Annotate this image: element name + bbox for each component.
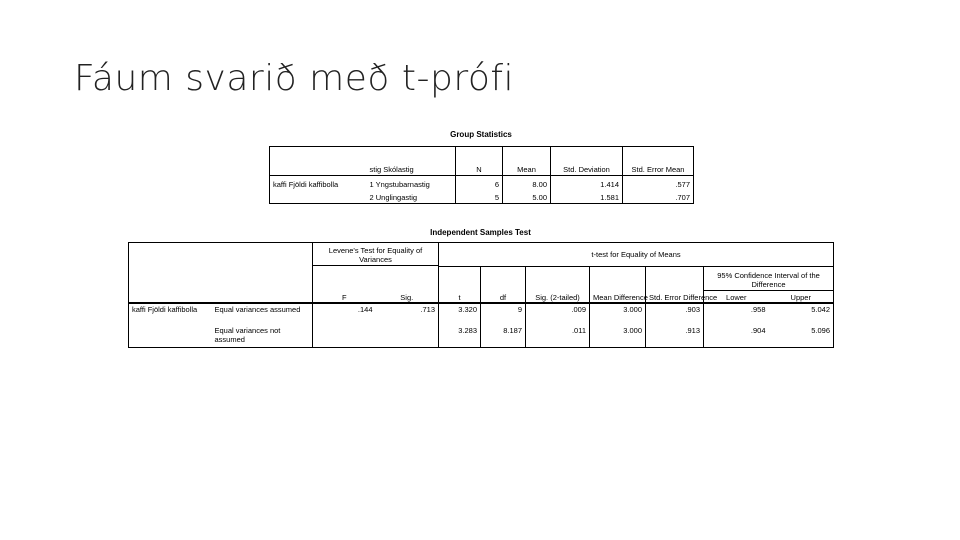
- levene-test-header: Levene's Test for Equality of Variances: [313, 243, 439, 266]
- cell-t: 3.283: [439, 325, 481, 347]
- col-std-error-difference-header: Std. Error Difference: [646, 288, 704, 303]
- table-row: [270, 190, 694, 204]
- cell-lower: .958: [750, 304, 766, 314]
- cell-df: 8.187: [481, 325, 526, 347]
- row-label: Equal variances not assumed: [212, 325, 313, 347]
- col-upper-header: Upper: [769, 288, 834, 303]
- confidence-interval-header: 95% Confidence Interval of the Difference: [704, 267, 834, 291]
- col-t-header: t: [439, 288, 481, 303]
- cell-sig: [376, 325, 439, 347]
- col-f-header: F: [313, 288, 376, 303]
- cell-std-deviation: 1.414: [551, 176, 623, 190]
- cell-n: 5: [456, 190, 503, 204]
- cell-std-error: .707: [623, 190, 694, 204]
- col-df-header: df: [481, 288, 526, 303]
- row-label: Equal variances assumed: [212, 303, 313, 325]
- table-row: [270, 176, 694, 190]
- cell-sig: .713: [376, 303, 439, 325]
- cell-n: 6: [456, 176, 503, 190]
- cell-upper: 5.096: [769, 325, 834, 347]
- cell-mean-difference: 3.000: [590, 303, 646, 325]
- cell-mean-difference: 3.000: [590, 325, 646, 347]
- col-mean-header: Mean: [503, 147, 551, 176]
- group-statistics-table: [269, 146, 694, 204]
- independent-samples-data: [128, 288, 834, 348]
- independent-samples-test-caption: Independent Samples Test: [430, 228, 531, 237]
- dependent-variable-label: kaffi Fjöldi kaffibolla: [273, 179, 339, 189]
- cell-mean: 5.00: [503, 190, 551, 204]
- cell-std-error-difference: .913: [646, 325, 704, 347]
- slide-title: Fáum svarið með t-prófi: [74, 58, 515, 99]
- cell-df: 9: [481, 303, 526, 325]
- cell-std-deviation: 1.581: [551, 190, 623, 204]
- cell-sig-2tailed: .011: [526, 325, 590, 347]
- cell-std-error: .577: [623, 176, 694, 190]
- col-std-error-header: Std. Error Mean: [623, 147, 694, 176]
- cell-f: .144: [357, 304, 373, 314]
- col-mean-difference-header: Mean Difference: [590, 288, 646, 303]
- col-n-header: N: [456, 147, 503, 176]
- cell-mean: 8.00: [503, 176, 551, 190]
- col-lower-header: Lower: [704, 288, 769, 303]
- cell-t: 3.320: [439, 303, 481, 325]
- group-label: 1 Yngstubarnastig: [369, 179, 430, 189]
- ttest-header: t-test for Equality of Means: [439, 243, 834, 267]
- table-row: [129, 325, 834, 347]
- cell-std-error-difference: .903: [646, 303, 704, 325]
- group-label: 2 Unglingastig: [369, 193, 418, 202]
- table-row: [129, 303, 834, 325]
- dependent-variable-label: kaffi Fjöldi kaffibolla: [129, 303, 212, 325]
- col-sig-header: Sig.: [376, 288, 439, 303]
- col-std-deviation-header: Std. Deviation: [551, 147, 623, 176]
- grouping-variable-header: stig Skólastig: [367, 147, 456, 176]
- cell-sig-2tailed: .009: [526, 303, 590, 325]
- group-statistics-caption: Group Statistics: [450, 130, 512, 139]
- cell-lower: .904: [704, 325, 769, 347]
- cell-f: [313, 325, 376, 347]
- col-sig-2tailed-header: Sig. (2-tailed): [526, 288, 590, 303]
- cell-upper: 5.042: [769, 303, 834, 325]
